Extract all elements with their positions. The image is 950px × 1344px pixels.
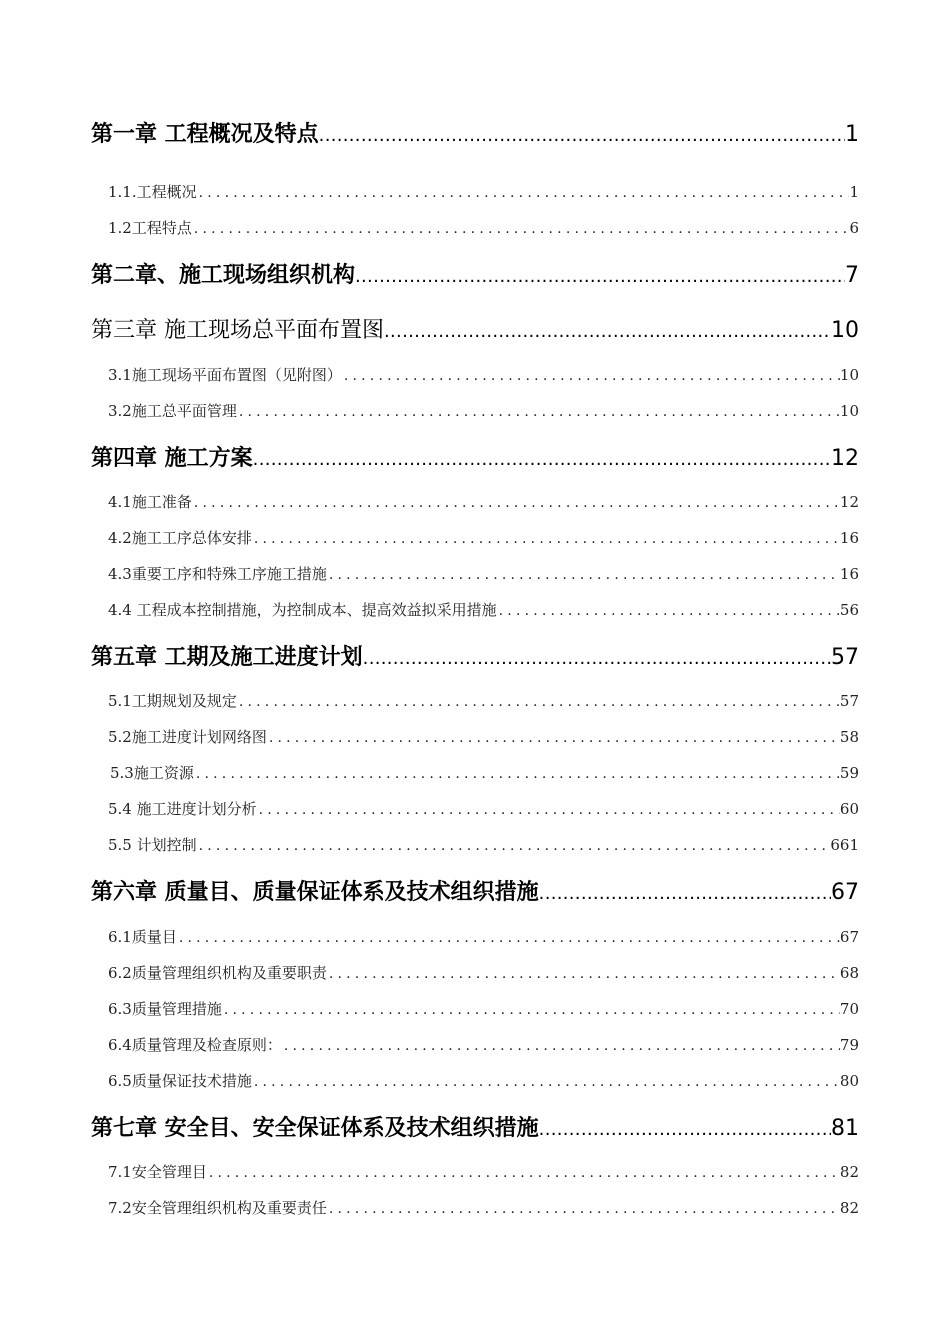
toc-label: 第二章、施工现场组织机构: [91, 263, 356, 288]
toc-label: 第三章 施工现场总平面布置图: [91, 318, 384, 343]
toc-label: 5.2施工进度计划网络图: [108, 728, 267, 746]
toc-leader: [363, 648, 831, 669]
toc-section[interactable]: [108, 1197, 859, 1219]
toc-leader: [257, 802, 840, 818]
toc-chapter[interactable]: [91, 117, 859, 147]
toc-page-number: 57: [831, 645, 859, 670]
toc-page-number: 661: [830, 836, 859, 854]
toc-leader: [222, 1002, 840, 1018]
toc-label: 4.1施工准备: [108, 493, 192, 511]
toc-label: 5.1工期规划及规定: [108, 692, 237, 710]
toc-page-number: 10: [839, 366, 859, 384]
toc-section[interactable]: [108, 599, 859, 621]
toc-page-number: 60: [839, 800, 859, 818]
toc-leader: [237, 694, 840, 710]
toc-label: 4.3重要工序和特殊工序施工措施: [108, 565, 327, 583]
toc-page-number: 59: [839, 764, 859, 782]
toc-section[interactable]: [108, 181, 859, 203]
toc-page-number: 12: [831, 446, 859, 471]
toc-leader: [327, 966, 840, 982]
toc-page-number: 80: [839, 1072, 859, 1090]
toc-section[interactable]: [108, 491, 859, 513]
toc-page-number: 82: [839, 1163, 859, 1181]
toc-page-number: 82: [839, 1199, 859, 1217]
toc-label: 第四章 施工方案: [91, 446, 253, 471]
toc-page-number: 67: [831, 880, 859, 905]
toc-chapter[interactable]: [91, 441, 859, 471]
toc-leader: [327, 1201, 840, 1217]
toc-label: 7.1安全管理目: [108, 1163, 207, 1181]
toc-page-number: 56: [839, 601, 859, 619]
toc-leader: [192, 221, 850, 237]
toc-page-number: 81: [831, 1116, 859, 1141]
toc-section[interactable]: [108, 1070, 859, 1092]
toc-section[interactable]: [108, 798, 859, 820]
toc-page-number: 79: [839, 1036, 859, 1054]
toc-leader: [342, 368, 840, 384]
toc-label: 6.3质量管理措施: [108, 1000, 222, 1018]
toc-leader: [197, 838, 831, 854]
toc-page-number: 70: [839, 1000, 859, 1018]
toc-chapter[interactable]: [91, 640, 859, 670]
toc-leader: [327, 567, 840, 583]
toc-leader: [252, 531, 840, 547]
toc-chapter[interactable]: [91, 313, 859, 343]
toc-label: 第五章 工期及施工进度计划: [91, 645, 363, 670]
toc-section[interactable]: [108, 364, 859, 386]
toc-section[interactable]: [108, 726, 859, 748]
toc-section[interactable]: [108, 690, 859, 712]
toc-section[interactable]: [108, 1034, 859, 1056]
toc-page-number: 6: [849, 219, 859, 237]
toc-leader: [253, 449, 831, 470]
toc-page-number: 16: [839, 565, 859, 583]
toc-page-number: 58: [839, 728, 859, 746]
toc-label: 第六章 质量目、质量保证体系及技术组织措施: [91, 880, 539, 905]
toc-label: 5.3施工资源: [110, 764, 194, 782]
toc-section[interactable]: [108, 1161, 859, 1183]
toc-label: 6.5质量保证技术措施: [108, 1072, 252, 1090]
toc-leader: [539, 883, 831, 904]
toc-page-number: 16: [839, 529, 859, 547]
toc-leader: [252, 1074, 840, 1090]
toc-label: 5.5 计划控制: [108, 836, 197, 854]
toc-leader: [237, 404, 840, 420]
toc-leader: [177, 930, 840, 946]
toc-label: 4.2施工工序总体安排: [108, 529, 252, 547]
toc-label: 6.1质量目: [108, 928, 177, 946]
toc-section[interactable]: [108, 962, 859, 984]
toc-leader: [355, 266, 845, 287]
toc-section[interactable]: [108, 400, 859, 422]
toc-chapter[interactable]: [91, 258, 859, 288]
toc-section[interactable]: [108, 998, 859, 1020]
toc-leader: [197, 185, 850, 201]
toc-label: 6.4质量管理及检查原则：: [108, 1036, 282, 1054]
toc-section[interactable]: [108, 926, 859, 948]
toc-page-number: 1: [845, 122, 859, 147]
toc-page-number: 68: [839, 964, 859, 982]
toc-leader: [384, 321, 831, 342]
toc-leader: [267, 730, 840, 746]
toc-label: 1.2工程特点: [108, 219, 192, 237]
toc-label: 3.1施工现场平面布置图（见附图）: [108, 366, 342, 384]
toc-label: 1.1.工程概况: [108, 183, 197, 201]
toc-label: 7.2安全管理组织机构及重要责任: [108, 1199, 327, 1217]
toc-page-number: 7: [845, 263, 859, 288]
toc-leader: [319, 125, 845, 146]
toc-leader: [194, 766, 840, 782]
toc-page-number: 12: [839, 493, 859, 511]
toc-label: 3.2施工总平面管理: [108, 402, 237, 420]
toc-label: 第一章 工程概况及特点: [91, 122, 319, 147]
toc-page-number: 1: [849, 183, 859, 201]
toc-label: 5.4 施工进度计划分析: [108, 800, 257, 818]
toc-leader: [207, 1165, 840, 1181]
toc-page-number: 10: [839, 402, 859, 420]
toc-page-number: 67: [839, 928, 859, 946]
toc-leader: [497, 603, 840, 619]
toc-leader: [282, 1038, 840, 1054]
toc-section[interactable]: [108, 834, 859, 856]
toc-chapter[interactable]: [91, 875, 859, 905]
toc-leader: [539, 1119, 831, 1140]
toc-label: 4.4 工程成本控制措施，为控制成本、提高效益拟采用措施: [108, 601, 497, 619]
toc-section[interactable]: [108, 217, 859, 239]
toc-chapter[interactable]: [91, 1111, 859, 1141]
toc-section[interactable]: [108, 563, 859, 585]
toc-section[interactable]: [108, 527, 859, 549]
toc-label: 第七章 安全目、安全保证体系及技术组织措施: [91, 1116, 539, 1141]
toc-page-number: 57: [839, 692, 859, 710]
toc-leader: [192, 495, 840, 511]
toc-page-number: 10: [831, 318, 859, 343]
toc-label: 6.2质量管理组织机构及重要职责: [108, 964, 327, 982]
toc-section[interactable]: [110, 762, 859, 784]
